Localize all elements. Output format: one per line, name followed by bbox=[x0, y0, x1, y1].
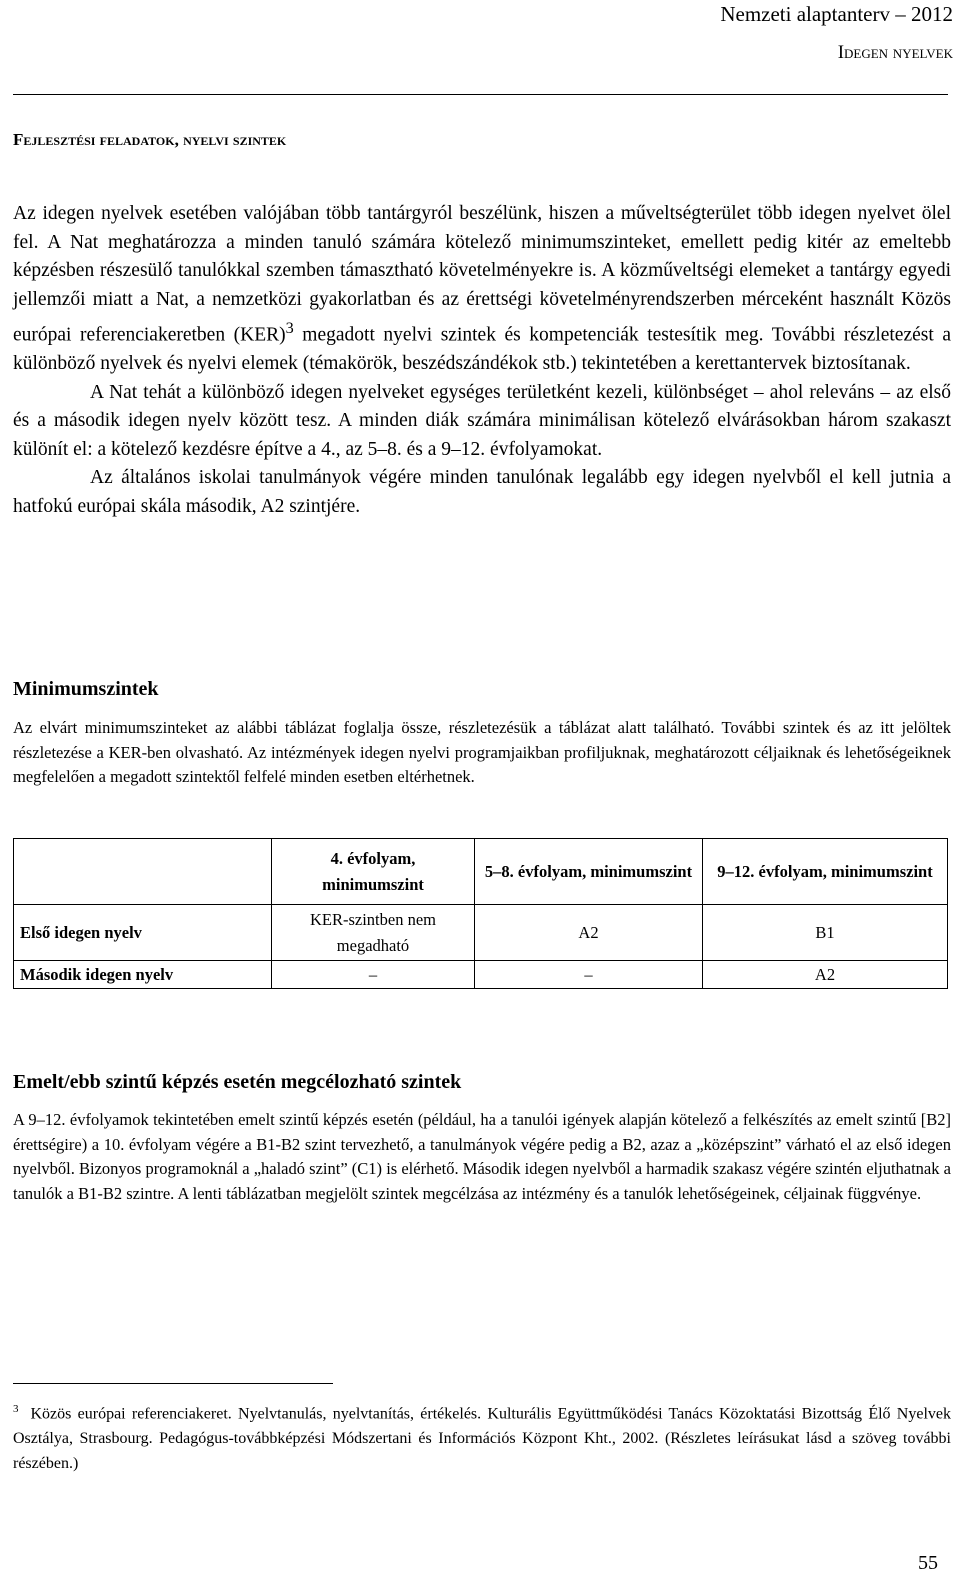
intro-paragraph-2: A Nat tehát a különböző idegen nyelveket egységes területként kezeli, különbséget – ahol releváns – az első és a második idegen nyelv között tesz. A minden diák számára minimálisan kötelező elvárásokban három szakaszt különít el: a kötelező kezdésre építve a 4., az 5–8. és a 9–12. évfolyamokat. bbox=[13, 381, 951, 460]
table-header-row bbox=[14, 839, 948, 905]
header-divider bbox=[13, 94, 948, 95]
table-header-cell bbox=[14, 839, 272, 905]
intro-text bbox=[13, 200, 951, 521]
table-cell: KER-szintben nem megadható bbox=[272, 905, 475, 961]
table-header-cell: 9–12. évfolyam, minimumszint bbox=[703, 839, 948, 905]
intro-paragraph-1 bbox=[13, 200, 951, 379]
footnote-mark: 3 bbox=[13, 1403, 19, 1415]
minimum-text bbox=[13, 716, 951, 790]
advanced-paragraph: A 9–12. évfolyamok tekintetében emelt szintű képzés esetén (például, ha a tanulói igények alapján kötelező a felkészítés az emelt szintű [B2] érettségire) a 10. évfolyam végére a B1-B2 szint tervezhető, a tanulmányok végére pedig a B2, azaz a „középszint” várható el az első idegen nyelvből. Bizonyos programoknál a „haladó szint” (C1) is elérhető. Második idegen nyelvből a harmadik szakasz végére szintén eljuthatnak a tanulók a B1-B2 szintre. A lenti táblázatban megjelölt szintek megcélzása az intézmény és a tanulók lehetőségeinek, céljainak függvénye. bbox=[13, 1110, 951, 1203]
table-cell: B1 bbox=[703, 905, 948, 961]
table-cell: A2 bbox=[475, 905, 703, 961]
table-cell: – bbox=[475, 961, 703, 989]
footnote bbox=[13, 1397, 951, 1476]
advanced-heading: Emelt/ebb szintű képzés esetén megcélozható szintek bbox=[13, 1071, 462, 1093]
table-cell: Második idegen nyelv bbox=[14, 961, 272, 989]
footnote-reference: 3 bbox=[285, 319, 294, 337]
table-row bbox=[14, 961, 948, 989]
table-row bbox=[14, 905, 948, 961]
minimum-heading: Minimumszintek bbox=[13, 678, 159, 700]
intro-paragraph-3: Az általános iskolai tanulmányok végére minden tanulónak legalább egy idegen nyelvből el kell jutnia a hatfokú európai skála második, A2 szintjére. bbox=[13, 467, 951, 517]
running-header-title: Nemzeti alaptanterv – 2012 bbox=[720, 2, 953, 26]
footnote-text: Közös európai referenciakeret. Nyelvtanulás, nyelvtanítás, értékelés. Kulturális Együttműködési Tanács Közoktatási Bizottság Élő Nyelvek Osztálya, Strasbourg. Pedagógus-továbbképzési Módszertani és Információs Központ Kht., 2002. (Részletes leírásukat lásd a szöveg további részében.) bbox=[13, 1405, 951, 1473]
page-number: 55 bbox=[918, 1552, 938, 1574]
minimum-paragraph: Az elvárt minimumszinteket az alábbi táblázat foglalja össze, részletezésük a táblázat alatt található. További szintek és az itt jelöltek részletezése a KER-ben olvasható. Az intézmények idegen nyelvi programjaikban profiljuknak, meghatározott céljaiknak és lehetőségeiknek megfelelően a megadott szintektől felfelé minden esetben eltérhetnek. bbox=[13, 718, 951, 786]
table-header-cell: 5–8. évfolyam, minimumszint bbox=[475, 839, 703, 905]
table-cell: Első idegen nyelv bbox=[14, 905, 272, 961]
footnote-divider bbox=[13, 1383, 333, 1384]
levels-table bbox=[13, 838, 948, 989]
running-header-subtitle: Idegen nyelvek bbox=[837, 42, 953, 63]
advanced-text bbox=[13, 1108, 951, 1206]
intro-paragraph-1-part-b: megadott nyelvi szintek és kompetenciák testesítik meg. További részletezést a különböző nyelvek és nyelvi elemek (témakörök, beszédszándékok stb.) tekintetében a kerettantervek biztosítanak. bbox=[13, 324, 951, 374]
table-header-cell: 4. évfolyam, minimumszint bbox=[272, 839, 475, 905]
table-cell: – bbox=[272, 961, 475, 989]
table-cell: A2 bbox=[703, 961, 948, 989]
section-title: Fejlesztési feladatok, nyelvi szintek bbox=[13, 130, 287, 149]
intro-paragraph-1-part-a: Az idegen nyelvek esetében valójában több tantárgyról beszélünk, hiszen a műveltségterület több idegen nyelvet ölel fel. A Nat meghatározza a minden tanuló számára kötelező minimumszinteket, emellett pedig kitér az emeltebb képzésben részesülő tanulókkal szemben támasztható követelményekre is. A közműveltségi elemeket a tantárgy egyedi jellemzői miatt a Nat, a nemzetközi gyakorlatban és az érettségi követelményrendszerben mérceként használt Közös európai referenciakeretben (KER) bbox=[13, 203, 951, 346]
